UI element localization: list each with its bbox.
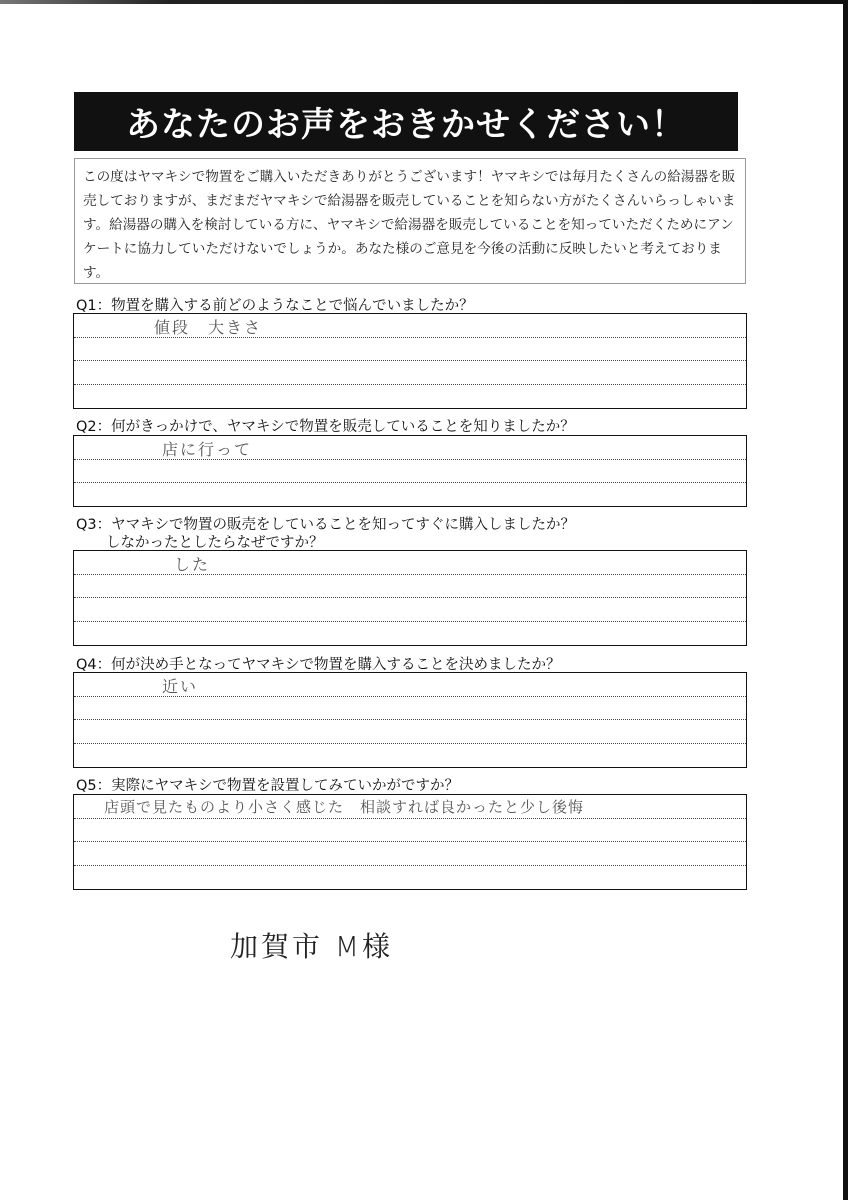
question-label-q3 (76, 516, 575, 552)
question-label-q4: Q4：何が決め手となってヤマキシで物置を購入することを決めましたか？ (76, 657, 561, 673)
scan-edge-right (843, 0, 848, 1200)
answer-line (74, 575, 746, 599)
answer-line (74, 483, 746, 507)
answer-line (74, 436, 746, 460)
answer-line (74, 744, 746, 768)
answer-box-q3[interactable] (73, 550, 747, 646)
answer-box-q4[interactable] (73, 672, 747, 768)
answer-line (74, 314, 746, 338)
answer-box-q1[interactable] (73, 313, 747, 409)
answer-text-q2: 店に行って (162, 440, 253, 459)
answer-line (74, 673, 746, 697)
answer-line (74, 551, 746, 575)
question-label-q1: Q1：物置を購入する前どのようなことで悩んでいましたか？ (76, 298, 474, 314)
scan-edge-top (0, 0, 848, 4)
answer-line (74, 819, 746, 843)
answer-line (74, 385, 746, 409)
answer-text-q3: した (174, 555, 211, 574)
answer-box-q2[interactable] (73, 435, 747, 507)
intro-text: この度はヤマキシで物置をご購入いただきありがとうございます！ヤマキシでは毎月たくさんの給湯器を販売しておりますが、まだまだヤマキシで給湯器を販売していることを知らない方がたくさんいらっしゃいます。給湯器の購入を検討している方に、ヤマキシで給湯器を販売していることを知っていただくためにアンケートに協力していただけないでしょうか。あなた様のご意見を今後の活動に反映したいと考えております。 (74, 158, 746, 284)
question-text-q3: Q3：ヤマキシで物置の販売をしていることを知ってすぐに購入しましたか？ (76, 517, 575, 533)
answer-line (74, 460, 746, 484)
question-label-q5: Q5：実際にヤマキシで物置を設置してみていかがですか？ (76, 778, 459, 794)
answer-line (74, 598, 746, 622)
answer-text-q1: 値段 大きさ (154, 318, 263, 337)
respondent-signature: 加賀市 M様 (230, 930, 394, 963)
answer-line (74, 720, 746, 744)
question-label-q2: Q2：何がきっかけで、ヤマキシで物置を販売していることを知りましたか？ (76, 419, 575, 435)
answer-line (74, 338, 746, 362)
answer-line (74, 361, 746, 385)
answer-line (74, 842, 746, 866)
answer-line (74, 697, 746, 721)
question-text-q3-cont: しなかったとしたらなぜですか？ (106, 535, 324, 551)
page-title: あなたのお声をおきかせください！ (74, 92, 738, 151)
answer-line (74, 866, 746, 890)
answer-text-q5: 店頭で見たものより小さく感じた 相談すれば良かったと少し後悔 (104, 798, 585, 816)
answer-line (74, 795, 746, 819)
answer-text-q4: 近い (162, 677, 199, 696)
answer-line (74, 622, 746, 646)
answer-box-q5[interactable] (73, 794, 747, 890)
